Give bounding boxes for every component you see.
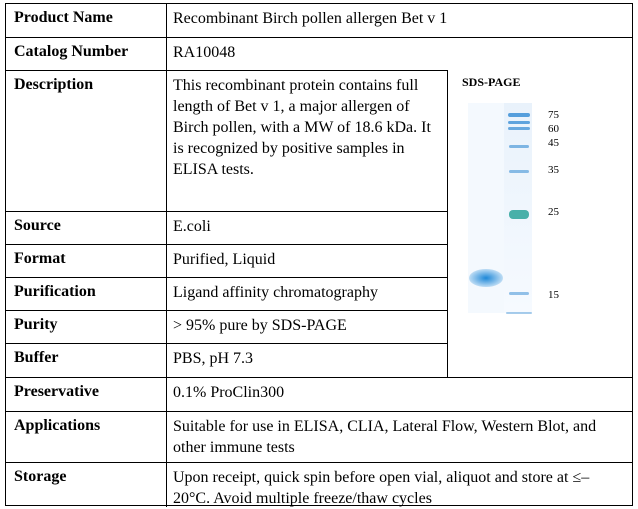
marker-75: 75 xyxy=(548,109,559,121)
purification-label: Purification xyxy=(6,278,167,310)
row-preservative xyxy=(6,377,632,411)
marker-15: 15 xyxy=(548,289,559,301)
marker-35: 35 xyxy=(548,164,559,176)
product-datasheet-table xyxy=(5,3,633,506)
marker-25: 25 xyxy=(548,206,559,218)
purity-value: > 95% pure by SDS-PAGE xyxy=(167,311,448,343)
catalog-number-label: Catalog Number xyxy=(6,38,167,70)
row-product-name xyxy=(6,4,632,37)
marker-60: 60 xyxy=(548,123,559,135)
product-name-value: Recombinant Birch pollen allergen Bet v 1 xyxy=(173,10,448,27)
catalog-number-value: RA10048 xyxy=(173,44,236,61)
preservative-value: 0.1% ProClin300 xyxy=(173,384,285,401)
storage-label: Storage xyxy=(6,463,167,507)
applications-label: Applications xyxy=(6,412,167,462)
source-value: E.coli xyxy=(167,212,448,244)
product-name-label: Product Name xyxy=(6,4,167,37)
row-storage xyxy=(6,462,632,507)
preservative-label: Preservative xyxy=(6,378,167,411)
description-value: This recombinant protein contains full length of Bet v 1, a major allergen of Birch pollen, with a MW of 18.6 kDa. It is recognized by positive samples in ELISA tests. xyxy=(167,71,448,211)
source-label: Source xyxy=(6,212,167,244)
row-catalog-number xyxy=(6,37,632,70)
sds-page-title: SDS-PAGE xyxy=(462,75,521,89)
sds-page-panel xyxy=(448,69,632,377)
description-label: Description xyxy=(6,71,167,211)
sample-band xyxy=(469,269,503,287)
buffer-value: PBS, pH 7.3 xyxy=(167,344,448,377)
format-value: Purified, Liquid xyxy=(167,245,448,277)
buffer-label: Buffer xyxy=(6,344,167,377)
format-label: Format xyxy=(6,245,167,277)
sds-page-gel-image xyxy=(448,69,632,377)
row-applications xyxy=(6,411,632,462)
purity-label: Purity xyxy=(6,311,167,343)
purification-value: Ligand affinity chromatography xyxy=(167,278,448,310)
applications-value: Suitable for use in ELISA, CLIA, Lateral Flow, Western Blot, and other immune tests xyxy=(173,418,597,456)
marker-45: 45 xyxy=(548,137,559,149)
storage-value: Upon receipt, quick spin before open vial, aliquot and store at ≤–20°C. Avoid multiple freeze/thaw cycles xyxy=(173,469,590,507)
